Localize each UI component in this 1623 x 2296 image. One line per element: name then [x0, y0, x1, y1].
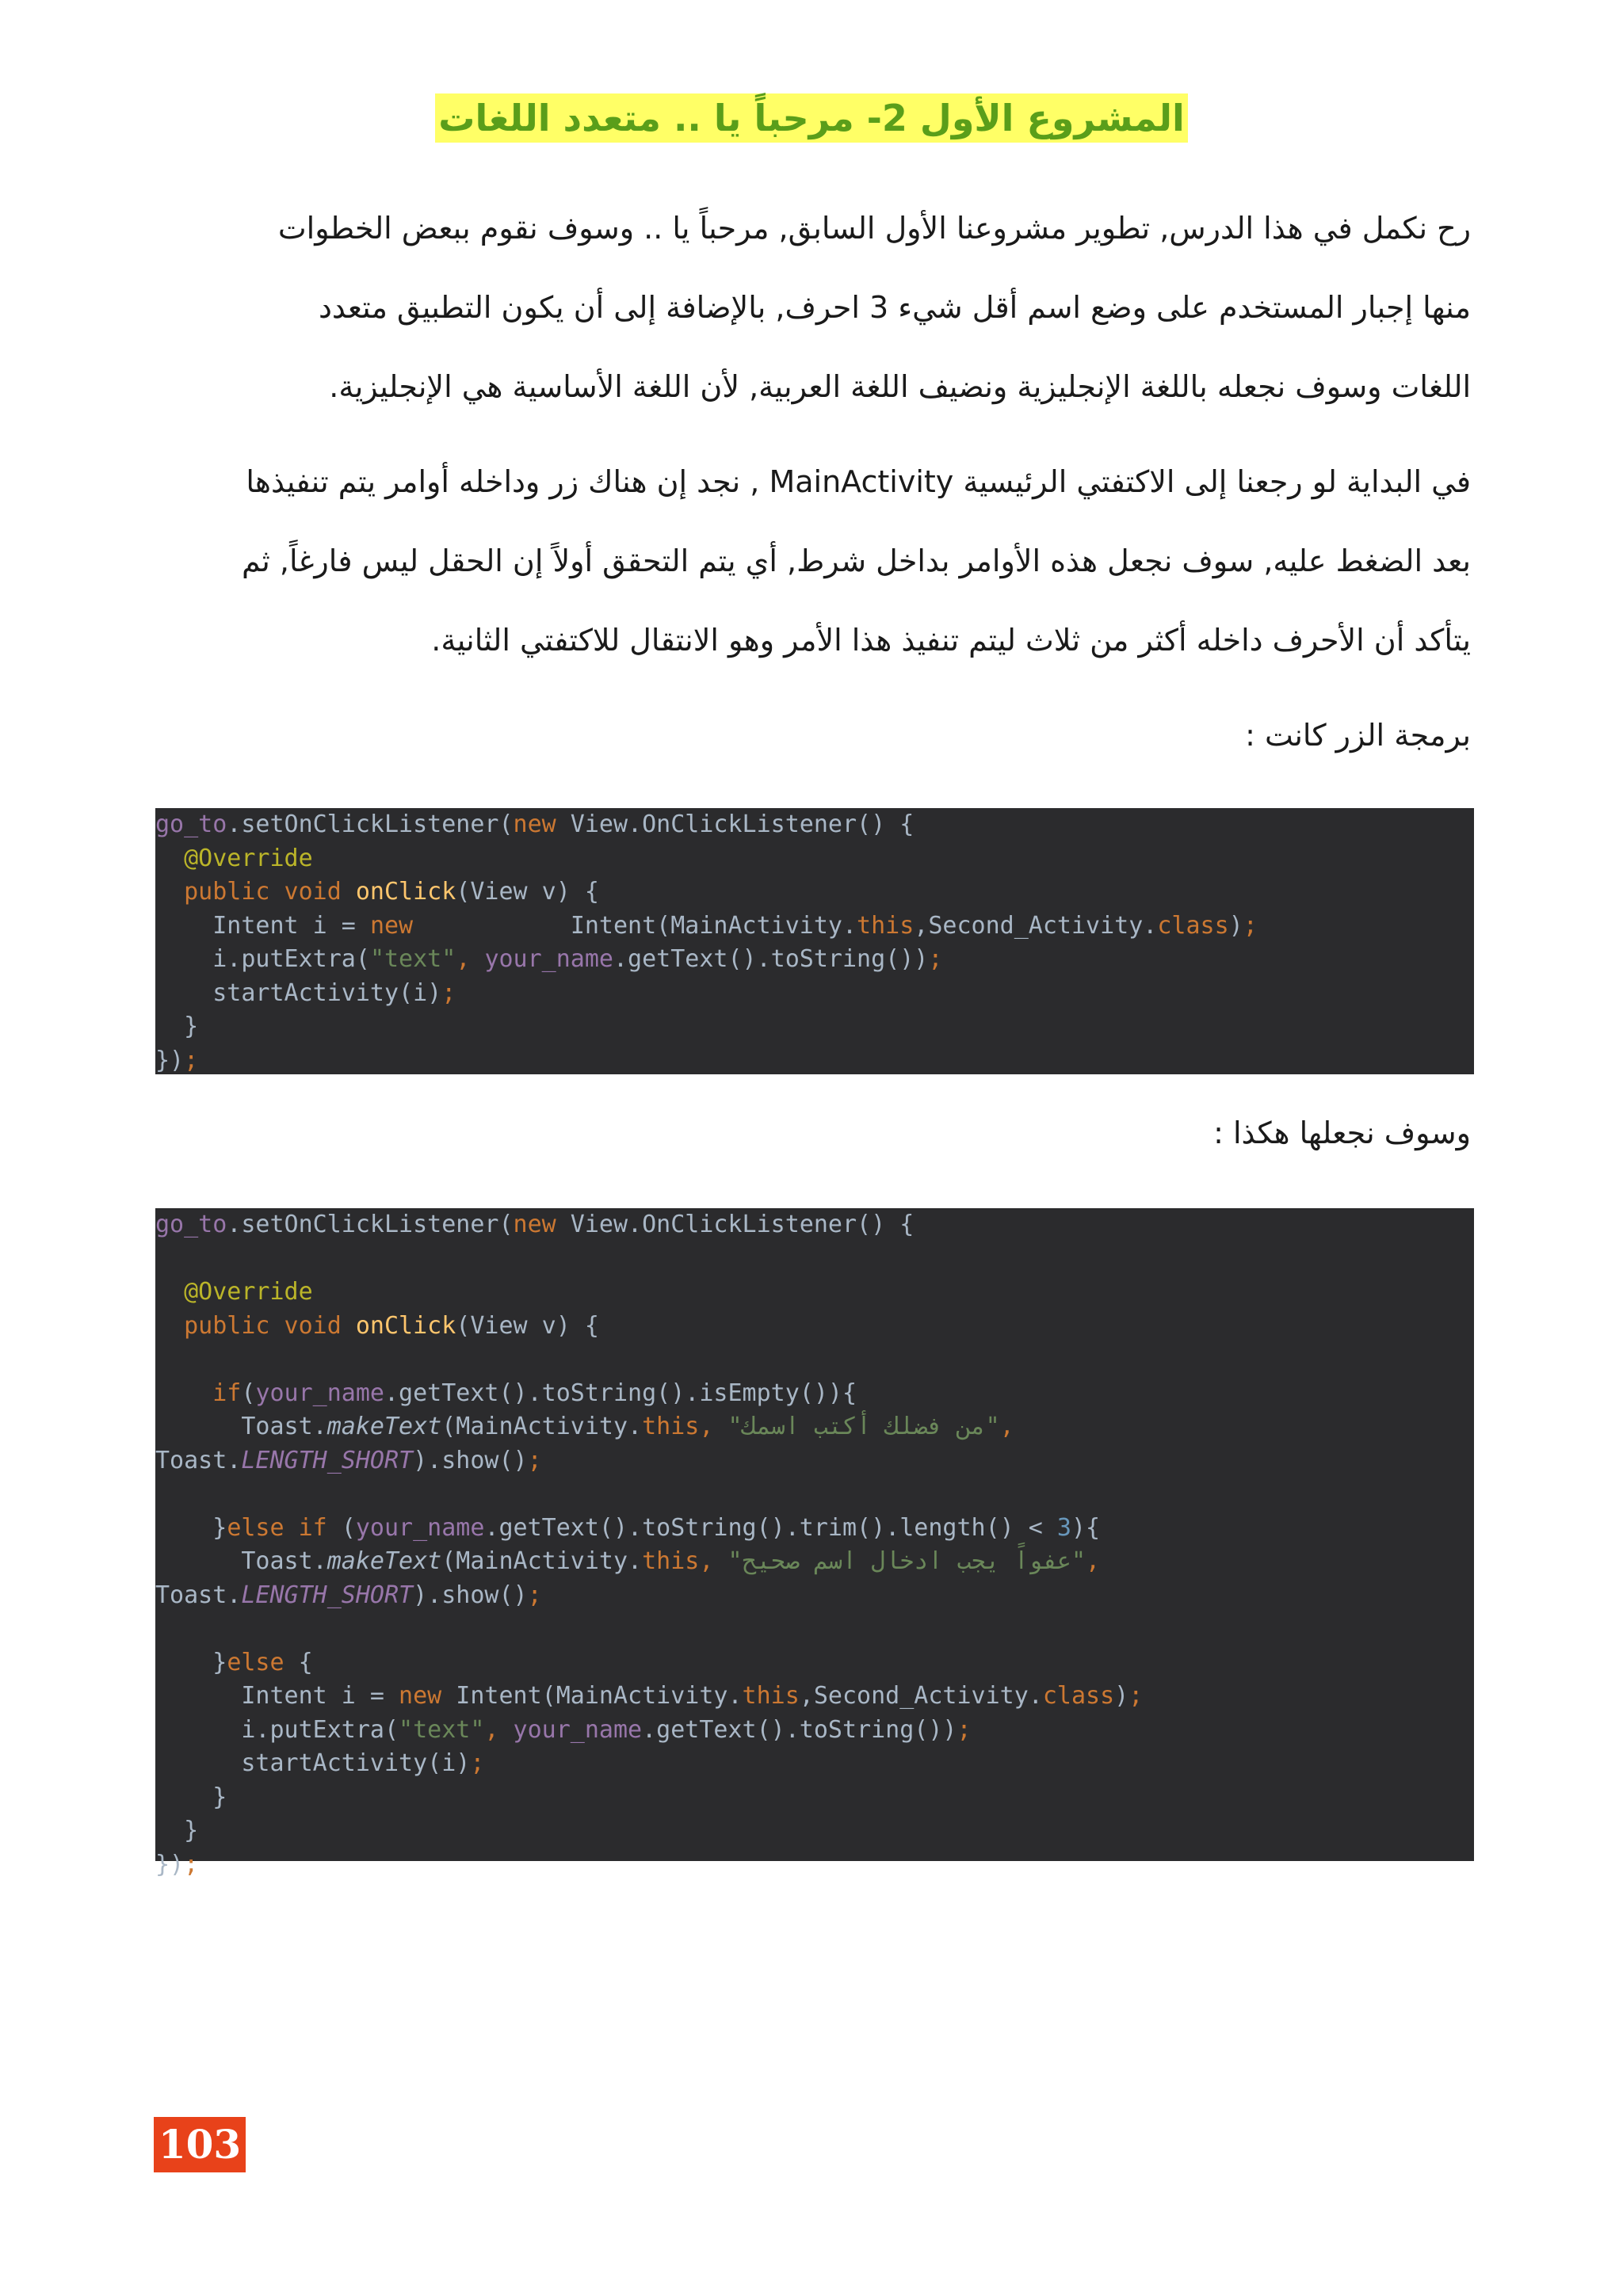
intro-paragraph: [155, 189, 1471, 426]
code-line: Toast.makeText(MainActivity.this, "عفواً يجب ادخال اسم صحيح",: [155, 1547, 1101, 1575]
code-line: if(your_name.getText().toString().isEmpty()){: [212, 1379, 857, 1407]
text-line: يتأكد أن الأحرف داخله أكثر من ثلاث ليتم تنفيذ هذا الأمر وهو الانتقال للاكتفتي الثانية.: [431, 623, 1471, 658]
code-line: [155, 1242, 1474, 1276]
text-line: وسوف نجعلها هكذا :: [1213, 1116, 1471, 1150]
code-block-new: [155, 1208, 1474, 1878]
code-line: [155, 1612, 1474, 1646]
code-line: }: [155, 1817, 199, 1844]
text-line: اللغات وسوف نجعله باللغة الإنجليزية ونضيف اللغة العربية, لأن اللغة الأساسية هي الإنجليزية.: [329, 369, 1471, 404]
code-line: });: [155, 1046, 199, 1074]
code-line: }: [155, 1013, 199, 1040]
code-string: "عفواً يجب ادخال اسم صحيح": [727, 1547, 1086, 1575]
text-line: برمجة الزر كانت :: [1245, 718, 1471, 753]
code-line: public void onClick(View v) {: [184, 878, 599, 906]
code-line: i.putExtra("text", your_name.getText().toString());: [155, 945, 943, 973]
code-line: @Override: [184, 844, 313, 872]
code-line: Intent i = new Intent(MainActivity.this,Second_Activity.class);: [155, 1682, 1144, 1710]
after-caption: [155, 1093, 1471, 1173]
code-line: Toast.makeText(MainActivity.this, "من فضلك أكتب اسمك",: [155, 1413, 1014, 1440]
code-string: "text": [399, 1715, 485, 1744]
code-line: startActivity(i);: [155, 978, 456, 1007]
text-line: منها إجبار المستخدم على وضع اسم أقل شيء 3 احرف, بالإضافة إلى أن يكون التطبيق متعدد: [318, 290, 1471, 325]
code-line: Intent i = new Intent(MainActivity.this,Second_Activity.class);: [155, 911, 1258, 940]
code-line: go_to.setOnClickListener(new View.OnClickListener() {: [155, 1211, 915, 1238]
code-string: "text": [369, 945, 456, 973]
code-line: @Override: [184, 1278, 313, 1306]
code-line: go_to.setOnClickListener(new View.OnClickListener() {: [155, 810, 915, 838]
code-line: }else {: [155, 1648, 313, 1676]
button-caption: [155, 696, 1471, 775]
code-number: 3: [1056, 1513, 1071, 1542]
text-line: رح نكمل في هذا الدرس, تطوير مشروعنا الأول السابق, مرحباً يا .. وسوف نقوم ببعض الخطوات: [277, 211, 1471, 246]
page-title: المشروع الأول 2- مرحباً يا .. متعدد اللغات: [435, 93, 1188, 143]
code-string: "من فضلك أكتب اسمك": [727, 1413, 1000, 1440]
code-block-original: [155, 808, 1474, 1074]
code-line: }: [155, 1783, 227, 1811]
second-paragraph: [155, 442, 1471, 680]
code-line: [155, 1343, 1474, 1377]
code-line: Toast.LENGTH_SHORT).show();: [155, 1581, 542, 1609]
code-line: public void onClick(View v) {: [184, 1311, 599, 1340]
code-line: [155, 1478, 1474, 1512]
text-line: في البداية لو رجعنا إلى الاكتفتي الرئيسية MainActivity , نجد إن هناك زر وداخله أوامر يتم تنفيذها: [246, 464, 1471, 499]
title-wrap: [0, 93, 1623, 143]
code-line: startActivity(i);: [155, 1749, 485, 1777]
code-line: });: [155, 1850, 199, 1878]
text-line: بعد الضغط عليه, سوف نجعل هذه الأوامر بداخل شرط, أي يتم التحقق أولاً إن الحقل ليس فارغاً, ثم: [241, 543, 1471, 578]
page-number-badge: 103: [154, 2117, 246, 2172]
code-line: Toast.LENGTH_SHORT).show();: [155, 1446, 542, 1474]
code-line: }else if (your_name.getText().toString().trim().length() < 3){: [155, 1513, 1101, 1542]
code-line: i.putExtra("text", your_name.getText().toString());: [155, 1715, 972, 1744]
